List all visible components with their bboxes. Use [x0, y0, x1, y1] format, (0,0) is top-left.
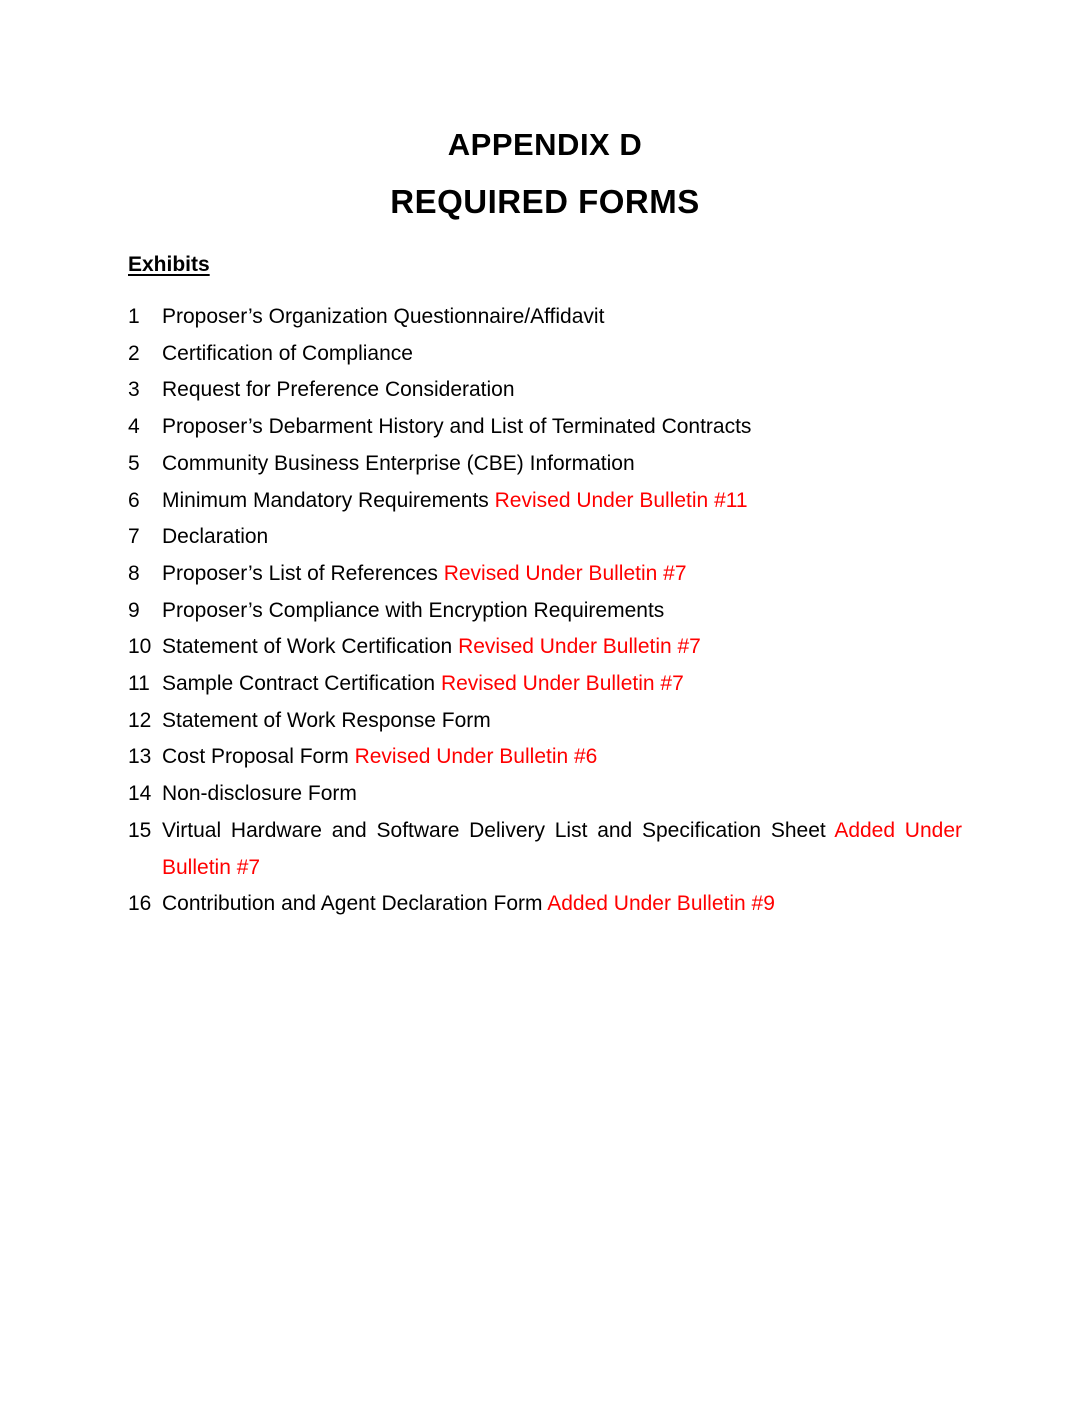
exhibit-line — [162, 593, 962, 630]
exhibit-title: Sample Contract Certification — [162, 672, 441, 696]
exhibit-item — [128, 629, 962, 666]
revision-note: Revised Under Bulletin #6 — [354, 745, 598, 769]
exhibit-text — [162, 409, 962, 446]
exhibit-line — [162, 409, 962, 446]
exhibit-number: 3 — [128, 378, 140, 402]
exhibit-text — [162, 336, 962, 373]
exhibit-number: 1 — [128, 305, 140, 328]
exhibit-line — [162, 813, 962, 850]
exhibit-item — [128, 299, 962, 336]
exhibit-text — [162, 813, 962, 886]
exhibit-line — [162, 666, 962, 703]
exhibit-title: Non-disclosure Form — [162, 782, 357, 806]
exhibit-number: 10 — [128, 635, 152, 659]
exhibit-item — [128, 336, 962, 373]
exhibit-number: 13 — [128, 745, 152, 769]
exhibit-text — [162, 483, 962, 520]
exhibit-title: Community Business Enterprise (CBE) Information — [162, 451, 635, 475]
exhibit-line — [162, 483, 962, 520]
exhibit-line — [162, 372, 962, 409]
revision-note: Added Under Bulletin #9 — [547, 892, 775, 916]
exhibit-line — [162, 776, 962, 813]
exhibit-text — [162, 886, 962, 923]
exhibit-number: 4 — [128, 415, 140, 439]
revision-note: Revised Under Bulletin #7 — [458, 635, 701, 659]
revision-note: Revised Under Bulletin #11 — [494, 488, 748, 512]
exhibit-item — [128, 556, 962, 593]
exhibit-line — [162, 739, 962, 776]
exhibit-title: Virtual Hardware and Software Delivery List and Specification Sheet — [162, 818, 835, 842]
exhibit-text — [162, 446, 962, 483]
exhibit-text — [162, 703, 962, 740]
exhibit-item — [128, 813, 962, 886]
exhibit-number: 12 — [128, 708, 152, 732]
exhibit-title: Proposer’s Organization Questionnaire/Affidavit — [162, 305, 605, 328]
exhibit-text — [162, 556, 962, 593]
exhibit-number: 6 — [128, 488, 140, 512]
exhibit-line — [162, 336, 962, 373]
exhibit-item — [128, 703, 962, 740]
exhibits-heading: Exhibits — [128, 253, 210, 276]
required-forms-title: REQUIRED FORMS — [390, 183, 700, 220]
exhibit-list — [128, 299, 962, 923]
exhibit-number: 16 — [128, 892, 152, 916]
appendix-title: APPENDIX D — [447, 127, 643, 162]
revision-note: Revised Under Bulletin #7 — [443, 561, 687, 585]
exhibit-line — [162, 850, 962, 887]
exhibit-title: Statement of Work Response Form — [162, 708, 491, 732]
exhibit-text — [162, 739, 962, 776]
exhibit-text — [162, 776, 962, 813]
exhibit-item — [128, 593, 962, 630]
exhibit-item — [128, 886, 962, 923]
exhibit-number: 2 — [128, 341, 140, 365]
exhibit-line — [162, 299, 962, 336]
exhibit-number: 9 — [128, 598, 140, 622]
exhibit-item — [128, 776, 962, 813]
exhibit-line — [162, 556, 962, 593]
exhibit-number: 14 — [128, 782, 152, 806]
exhibit-number: 8 — [128, 561, 140, 585]
exhibit-item — [128, 666, 962, 703]
exhibit-title: Contribution and Agent Declaration Form — [162, 892, 548, 916]
exhibit-number: 7 — [128, 525, 140, 549]
exhibit-text — [162, 299, 962, 336]
exhibit-title: Certification of Compliance — [162, 341, 413, 365]
exhibit-item — [128, 372, 962, 409]
exhibit-title: Proposer’s Debarment History and List of Terminated Contracts — [162, 415, 752, 439]
exhibit-title: Declaration — [162, 525, 269, 549]
exhibit-text — [162, 519, 962, 556]
revision-note: Revised Under Bulletin #7 — [440, 672, 684, 696]
exhibit-text — [162, 629, 962, 666]
exhibit-number: 11 — [128, 672, 150, 696]
exhibit-item — [128, 409, 962, 446]
exhibit-number: 15 — [128, 818, 152, 842]
revision-note: Added Under — [834, 818, 962, 842]
revision-note: Bulletin #7 — [162, 855, 261, 879]
exhibit-line — [162, 629, 962, 666]
exhibit-text — [162, 593, 962, 630]
exhibit-item — [128, 519, 962, 556]
exhibit-line — [162, 446, 962, 483]
exhibit-item — [128, 739, 962, 776]
exhibit-text — [162, 372, 962, 409]
exhibit-item — [128, 483, 962, 520]
exhibit-text — [162, 666, 962, 703]
exhibit-title: Cost Proposal Form — [162, 745, 355, 769]
exhibit-title: Statement of Work Certification — [162, 635, 459, 659]
exhibit-line — [162, 519, 962, 556]
exhibit-title: Minimum Mandatory Requirements — [162, 488, 495, 512]
exhibit-item — [128, 446, 962, 483]
exhibit-line — [162, 703, 962, 740]
exhibit-title: Request for Preference Consideration — [162, 378, 515, 402]
exhibit-number: 5 — [128, 451, 140, 475]
exhibit-title: Proposer’s List of References — [162, 561, 444, 585]
exhibit-title: Proposer’s Compliance with Encryption Requirements — [162, 598, 665, 622]
exhibit-line — [162, 886, 962, 923]
